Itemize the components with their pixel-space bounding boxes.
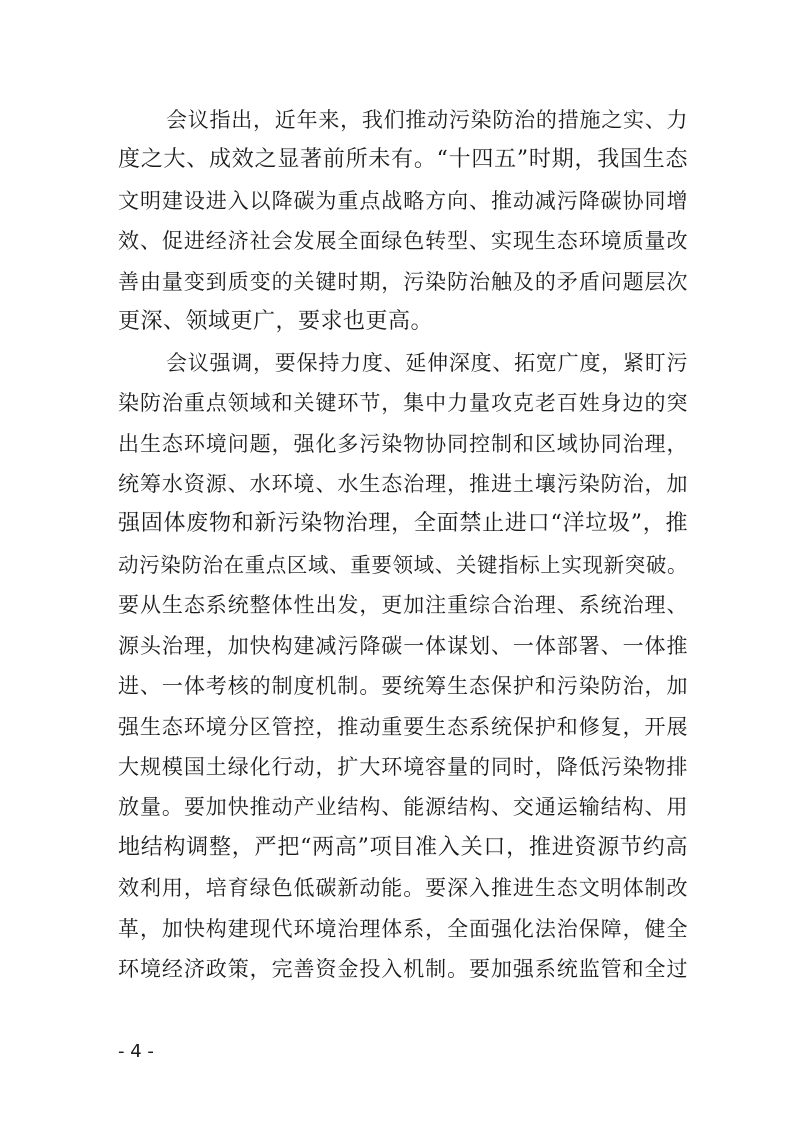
- text-line: 大规模国土绿化行动，扩大环境容量的同时，降低污染物排: [118, 755, 688, 779]
- text-line: 放量。要加快推动产业结构、能源结构、交通运输结构、用: [118, 795, 688, 820]
- document-body: [118, 100, 688, 990]
- text-line: 要从生态系统整体性出发，更加注重综合治理、系统治理、: [118, 593, 688, 618]
- text-line: 效利用，培育绿色低碳新动能。要深入推进生态文明体制改: [118, 876, 688, 901]
- text-line: 染防治重点领域和关键环节，集中力量攻克老百姓身边的突: [118, 391, 688, 416]
- text-line: 会议强调，要保持力度、延伸深度、拓宽广度，紧盯污: [166, 350, 688, 375]
- page-number: - 4 -: [118, 1041, 154, 1062]
- text-line: 革，加快构建现代环境治理体系，全面强化法治保障，健全: [118, 916, 688, 941]
- text-line: 强生态环境分区管控，推动重要生态系统保护和修复，开展: [118, 714, 688, 739]
- text-line: 强固体废物和新污染物治理，全面禁止进口“洋垃圾”，推: [118, 511, 688, 537]
- paragraph-1: [118, 100, 688, 343]
- text-line: 文明建设进入以降碳为重点战略方向、推动减污降碳协同增: [118, 188, 688, 213]
- text-line: 度之大、成效之显著前所未有。“十四五”时期，我国生态: [118, 147, 688, 173]
- text-line: 效、促进经济社会发展全面绿色转型、实现生态环境质量改: [118, 229, 688, 254]
- text-line: 善由量变到质变的关键时期，污染防治触及的矛盾问题层次: [118, 269, 688, 294]
- text-line: 动污染防治在重点区域、重要领域、关键指标上实现新突破。: [118, 552, 688, 577]
- text-line: 地结构调整，严把“两高”项目准入关口，推进资源节约高: [118, 834, 688, 860]
- text-line: 进、一体考核的制度机制。要统筹生态保护和污染防治，加: [118, 674, 688, 699]
- text-line: 更深、领域更广，要求也更高。: [118, 309, 434, 335]
- text-line: 出生态环境问题，强化多污染物协同控制和区域协同治理，: [118, 431, 688, 456]
- text-line: 源头治理，加快构建减污降碳一体谋划、一体部署、一体推: [118, 633, 688, 658]
- text-line: 会议指出，近年来，我们推动污染防治的措施之实、力: [166, 108, 688, 132]
- text-line: 环境经济政策，完善资金投入机制。要加强系统监管和全过: [118, 957, 688, 982]
- paragraph-2: [118, 343, 688, 990]
- text-line: 统筹水资源、水环境、水生态治理，推进土壤污染防治，加: [118, 471, 688, 496]
